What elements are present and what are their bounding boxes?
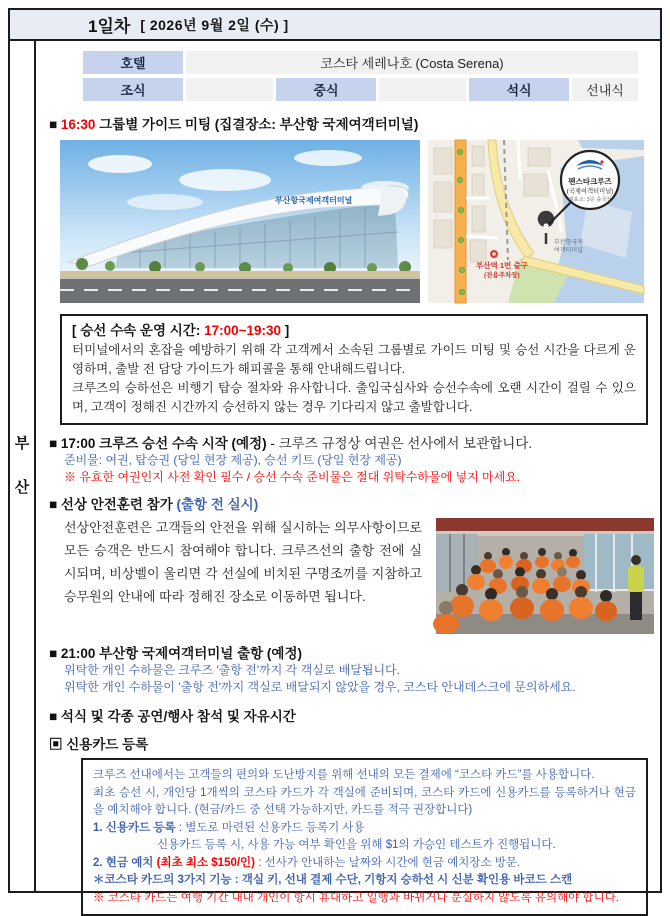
hotel-row <box>83 51 638 74</box>
meal-table <box>83 51 638 101</box>
credit-card-heading: ▣ 신용카드 등록 <box>49 737 149 752</box>
terminal-photo <box>60 140 420 303</box>
map-callout-line1: 팬스타크루즈 <box>568 177 612 186</box>
boarding-hours-box <box>60 314 648 425</box>
map-callout-line2: (국제여객터미널) <box>566 188 614 195</box>
departure-note-2: 위탁한 개인 수하물이 '출항 전'까지 객실로 배달되지 않았을 경우, 코스타 안내데스크에 문의하세요. <box>64 680 576 694</box>
safety-description: 선상안전훈련은 고객들의 안전을 위해 실시하는 의무사항이므로 모든 승객은 반드시 참여해야 합니다. 크루즈선의 출항 전에 실시되며, 비상벨이 울리면 각 선실에 비치된 구명조끼를 지참하고 승무원의 안내에 따라 정해진 장소로 이동하면 됩니다. <box>64 520 422 604</box>
day-number: 1일차 <box>88 17 131 36</box>
breakfast-value <box>186 78 273 101</box>
boarding-title-prefix: [ 승선 수속 운영 시간: <box>72 323 205 338</box>
hotel-label: 호텔 <box>83 51 183 74</box>
day-content <box>36 41 660 904</box>
dinner-label: 석식 <box>469 78 569 101</box>
departure-note-1: 위탁한 개인 수하물은 크루즈 '출항 전'까지 각 객실로 배달됩니다. <box>64 663 400 677</box>
safety-heading-note: (출항 전 실시) <box>176 497 259 512</box>
checkin-warning-note: ※ 유효한 여권인지 사전 확인 필수 / 승선 수속 준비물은 절대 위탁수하물에 넣지 마세요. <box>64 470 521 484</box>
meeting-time: 16:30 <box>60 117 96 132</box>
departure-heading: ■ 21:00 부산항 국제여객터미널 출항 (예정) <box>49 646 303 661</box>
map-station-sub: (전용주차장) <box>484 272 520 279</box>
safety-section <box>64 516 654 634</box>
boarding-title-suffix: ] <box>281 323 290 338</box>
map-callout-line3: 매표소: 3층 출국장 <box>568 197 612 203</box>
lunch-label: 중식 <box>276 78 376 101</box>
city-column <box>10 41 36 891</box>
evening-heading: ■ 석식 및 각종 공연/행사 참석 및 자유시간 <box>49 709 296 724</box>
map-station-label: 부산역 1번 출구 <box>476 261 528 270</box>
day-schedule-table <box>8 8 662 904</box>
hotel-value: 코스타 세레나호 (Costa Serena) <box>186 51 638 74</box>
meals-row <box>83 78 638 101</box>
terminal-sign-text: 부산항국제여객터미널 <box>275 196 353 205</box>
card-item-2-rest: : 선사가 안내하는 날짜와 시간에 현금 예치장소 방문. <box>255 856 521 869</box>
terminal-map <box>428 140 644 303</box>
card-item-1-bold: 1. 신용카드 등록 <box>93 821 176 834</box>
boarding-title-time: 17:00~19:30 <box>204 323 282 338</box>
checkin-heading <box>49 432 654 452</box>
card-warning: ※ 코스타 카드는 여행 기간 내내 개인이 항시 휴대하고 일행과 바뀌거나 분실하지 않도록 유의해야 합니다. <box>93 891 619 904</box>
card-item-2 <box>93 855 636 873</box>
day-date: [ 2026년 9월 2일 (수) ] <box>140 16 289 33</box>
card-line-1: 크루즈 선내에서는 고객들의 편의와 도난방지를 위해 선내의 모든 결제에 “코스타 카드”를 사용합니다. <box>93 769 595 781</box>
credit-card-box <box>81 758 648 916</box>
boarding-hours-title <box>72 321 636 341</box>
card-functions: ＊코스타 카드의 3가지 기능 : 객실 키, 선내 결제 수단, 기항지 승하선 시 신분 확인용 바코드 스캔 <box>93 874 573 886</box>
card-item-2-bold: 2. 현금 예치 <box>93 856 157 869</box>
card-item-1 <box>93 820 636 838</box>
card-item-2-deposit: (최초 최소 $150/인) <box>156 856 255 869</box>
map-terminal-label2: 여객터미널 <box>554 248 583 254</box>
checkin-prep-note: 준비물: 여권, 탑승권 (당일 현장 제공), 승선 키트 (당일 현장 제공) <box>64 453 402 467</box>
guide-meeting-heading <box>49 113 654 133</box>
boarding-para-1: 터미널에서의 혼잡을 예방하기 위해 각 고객께서 소속된 그룹별로 가이드 미팅 및 승선 시간을 다르게 운영하며, 출발 전 담당 가이드가 해피콜을 통해 안내해드립니다. <box>72 343 636 376</box>
lunch-value <box>379 78 466 101</box>
card-item-1-sub: 신용카드 등록 시, 사용 가능 여부 확인을 위해 $1의 가승인 테스트가 진행됩니다. <box>157 839 556 851</box>
meeting-title: 그룹별 가이드 미팅 (집결장소: 부산항 국제여객터미널) <box>95 117 419 132</box>
safety-heading <box>49 493 654 513</box>
safety-heading-bold: ■ 선상 안전훈련 참가 <box>49 497 177 512</box>
day-body <box>10 41 660 904</box>
card-line-2: 최초 승선 시, 개인당 1개씩의 코스타 카드가 각 객실에 준비되며, 코스타 카드에 신용카드를 등록하거나 현금을 예치해야 합니다. (현금/카드 중 선택 가능하지만, 카드를 적극 권장합니다) <box>93 786 636 816</box>
card-item-1-rest: : 별도로 마련된 신용카드 등록기 사용 <box>175 821 365 834</box>
map-terminal-label1: 부산항국제 <box>554 240 583 246</box>
images-row <box>60 140 654 303</box>
checkin-heading-rest: - 크루즈 규정상 여권은 선사에서 보관합니다. <box>266 436 533 451</box>
breakfast-label: 조식 <box>83 78 183 101</box>
boarding-para-2: 크루즈의 승하선은 비행기 탑승 절차와 유사합니다. 출입국심사와 승선수속에 오랜 시간이 걸릴 수 있으며, 고객이 정해진 시간까지 승선하지 않는 경우 기다리지 않고 출발합니다. <box>72 381 636 414</box>
checkin-heading-bold: ■ 17:00 크루즈 승선 수속 시작 (예정) <box>49 436 267 451</box>
city-label: 부산 <box>14 435 30 496</box>
dinner-value: 선내식 <box>572 78 638 101</box>
day-header <box>10 10 660 41</box>
bullet-icon: ■ <box>49 117 61 132</box>
safety-drill-photo <box>436 518 654 634</box>
